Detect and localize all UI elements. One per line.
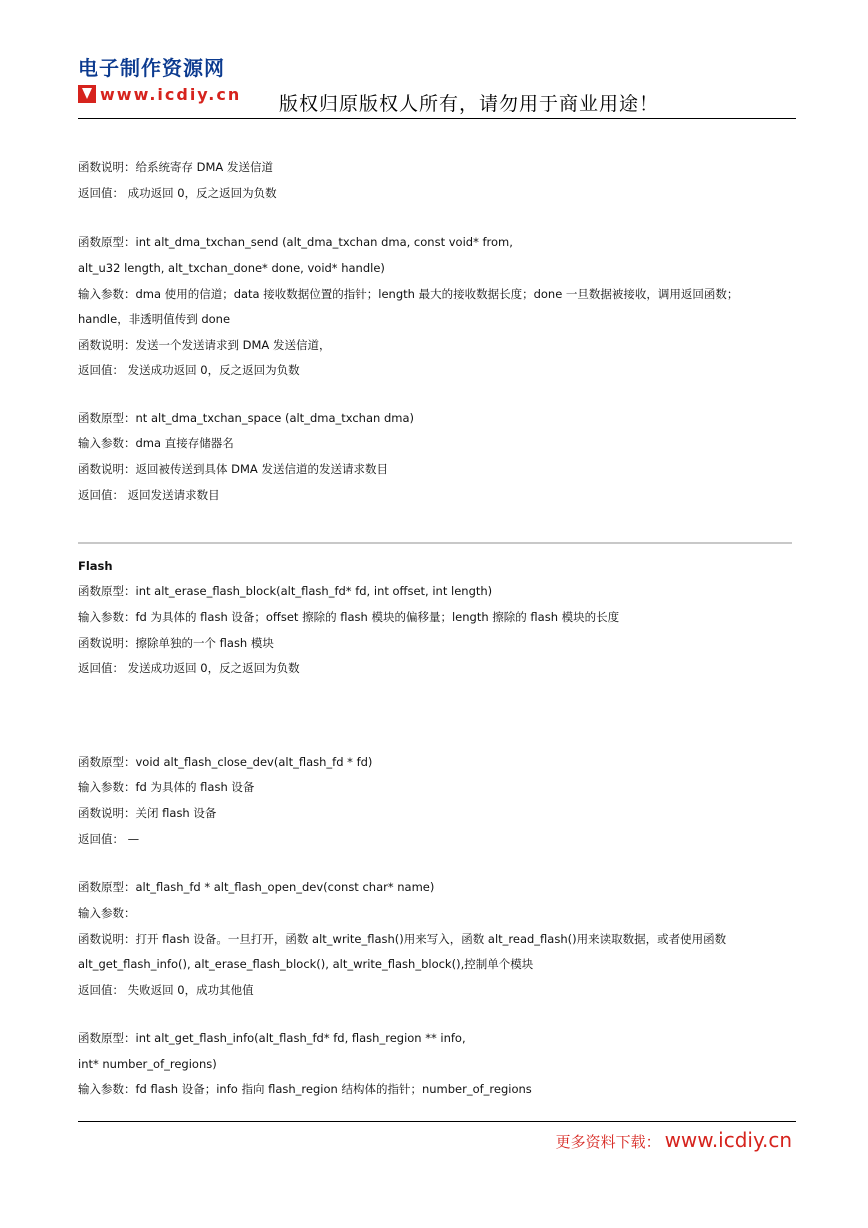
text-line: 函数说明：返回被传送到具体 DMA 发送信道的发送请求数目 [78,462,388,476]
section-divider [78,542,792,544]
text-line: 函数原型：alt_flash_fd * alt_flash_open_dev(const char* name) [78,880,435,894]
text-line: 函数原型：int alt_dma_txchan_send (alt_dma_txchan dma, const void* from, [78,235,513,249]
text-line: 函数原型：int alt_get_flash_info(alt_flash_fd* fd, flash_region ** info, [78,1031,466,1045]
footer-url-link[interactable]: www.icdiy.cn [664,1128,792,1152]
section-heading: Flash [78,559,113,573]
text-line: 函数原型：nt alt_dma_txchan_space (alt_dma_txchan dma) [78,411,414,425]
text-line: 函数说明：发送一个发送请求到 DMA 发送信道， [78,338,331,352]
site-logo-url-row [78,82,241,106]
text-line: 函数原型：int alt_erase_flash_block(alt_flash_fd* fd, int offset, int length) [78,584,493,598]
text-line: 返回值： 失败返回 0，成功其他值 [78,983,254,997]
text-line: 输入参数： [78,906,136,920]
text-line: handle，非透明值传到 done [78,312,231,326]
text-line: 返回值： — [78,832,140,846]
page-footer [556,1128,792,1152]
text-line: 函数说明：给系统寄存 DMA 发送信道 [78,160,273,174]
text-line: 输入参数：dma 直接存储器名 [78,436,234,450]
text-line: 返回值： 返回发送请求数目 [78,488,220,502]
text-line: 输入参数：dma 使用的信道；data 接收数据位置的指针；length 最大的接收数据长度；done 一旦数据被接收，调用返回函数； [78,287,739,301]
site-logo-text: 电子制作资源网 [78,56,225,80]
footer-divider [78,1121,796,1122]
page-header [78,52,796,122]
text-line: 返回值： 成功返回 0，反之返回为负数 [78,186,277,200]
text-line: alt_u32 length, alt_txchan_done* done, void* handle) [78,261,385,275]
text-line: 返回值： 发送成功返回 0，反之返回为负数 [78,363,300,377]
text-line: int* number_of_regions) [78,1057,217,1071]
text-line: 返回值： 发送成功返回 0，反之返回为负数 [78,661,300,675]
copyright-slogan: 版权归原版权人所有，请勿用于商业用途！ [279,93,660,115]
text-line: 输入参数：fd 为具体的 flash 设备；offset 擦除的 flash 模块的偏移量；length 擦除的 flash 模块的长度 [78,610,620,624]
download-arrow-icon [78,85,96,103]
header-divider [78,118,796,119]
text-line: 函数说明：打开 flash 设备。一旦打开，函数 alt_write_flash()用来写入，函数 alt_read_flash()用来读取数据，或者使用函数 [78,932,727,946]
text-line: alt_get_flash_info(), alt_erase_flash_block(), alt_write_flash_block(),控制单个模块 [78,957,534,971]
text-line: 输入参数：fd flash 设备；info 指向 flash_region 结构体的指针；number_of_regions [78,1082,532,1096]
text-line: 函数原型：void alt_flash_close_dev(alt_flash_fd * fd) [78,755,373,769]
text-line: 函数说明：擦除单独的一个 flash 模块 [78,636,274,650]
text-line: 输入参数：fd 为具体的 flash 设备 [78,780,255,794]
footer-label: 更多资料下载： [555,1133,661,1151]
text-line: 函数说明：关闭 flash 设备 [78,806,217,820]
site-logo-url: www.icdiy.cn [100,84,242,104]
